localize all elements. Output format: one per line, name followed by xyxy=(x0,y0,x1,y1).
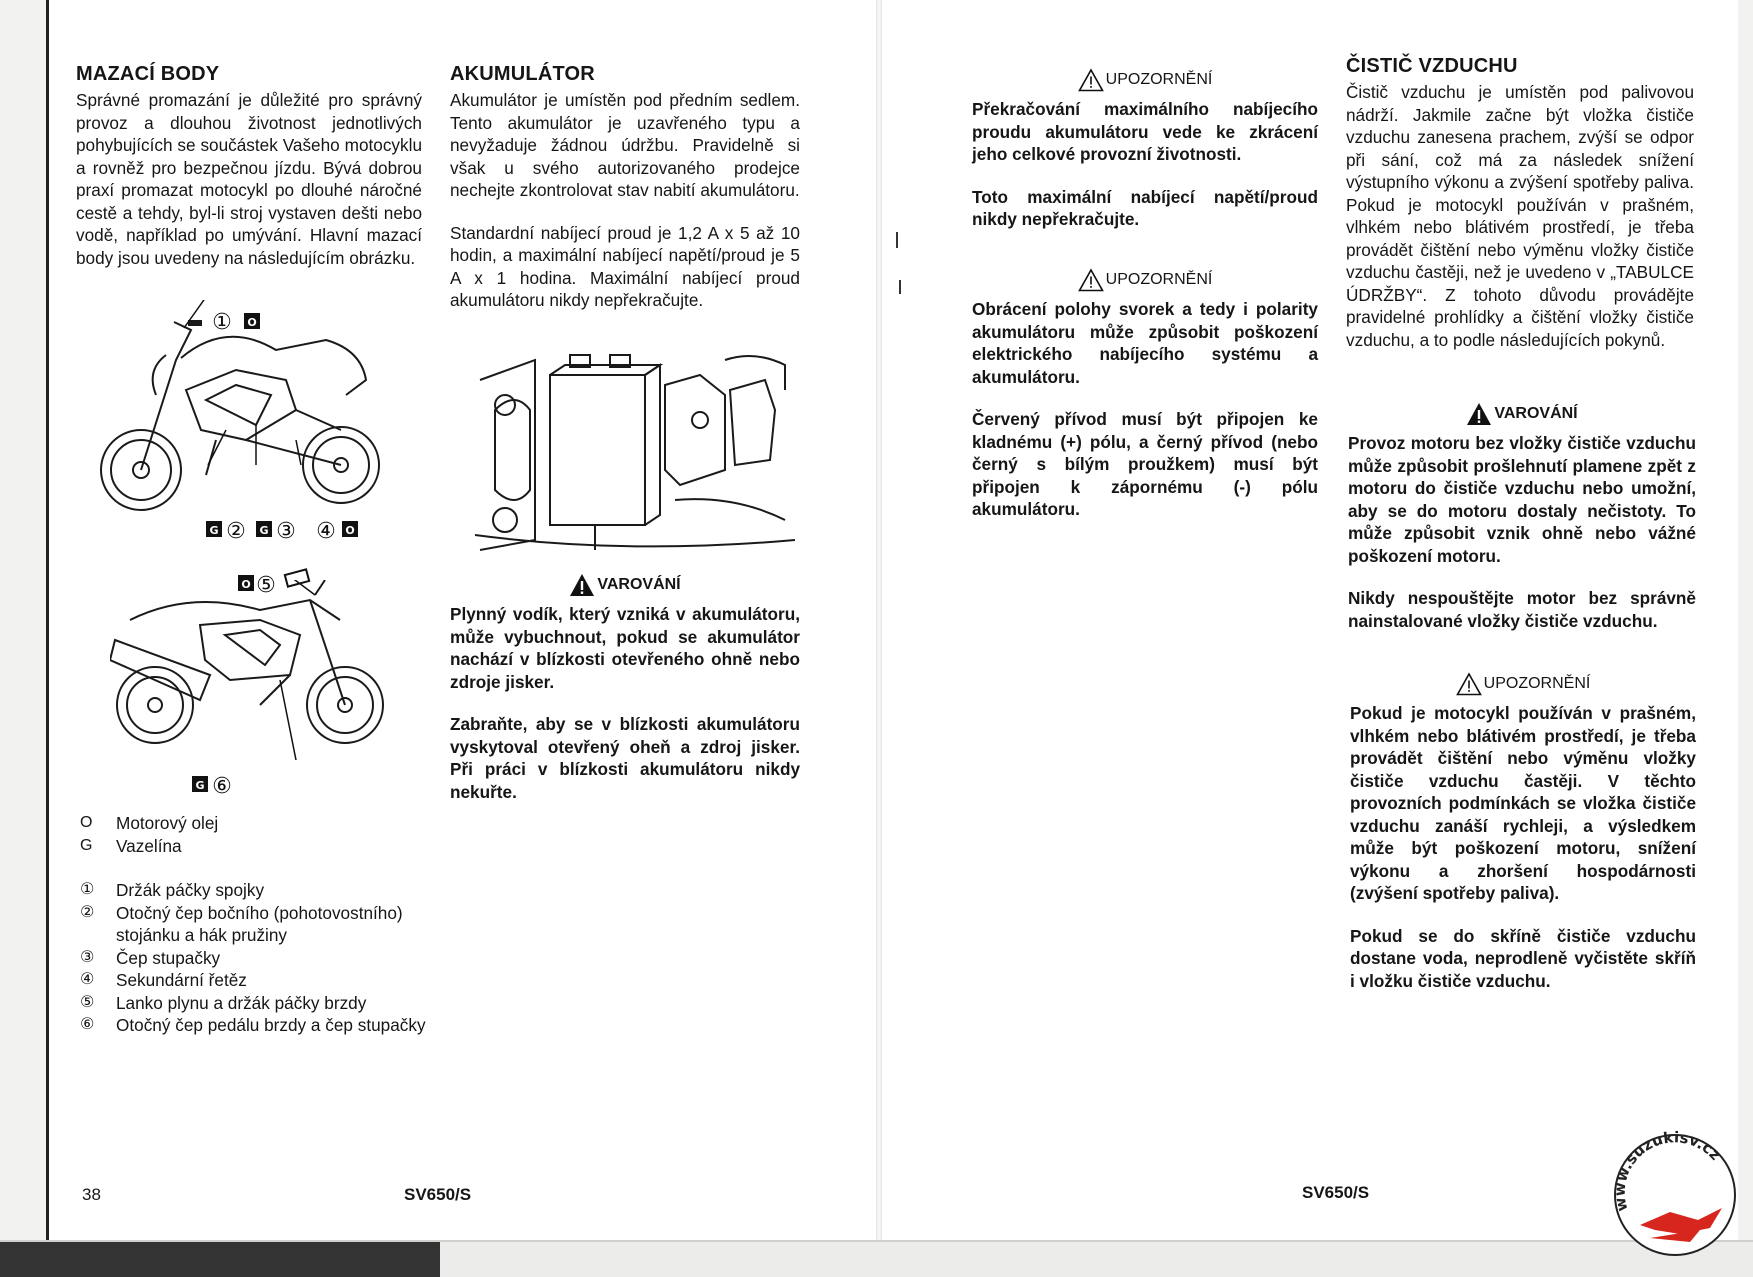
legend-type-oil: O Motorový olej xyxy=(80,813,219,833)
callout-1-number: ① xyxy=(212,310,232,335)
caution-1-title: UPOZORNĚNÍ xyxy=(972,68,1318,92)
legend-type-grease: G Vazelína xyxy=(80,835,182,856)
callout-1-oil-box: O xyxy=(247,316,257,329)
svg-text:G: G xyxy=(259,524,269,537)
air-cleaner-text: Čistič vzduchu je umístěn pod palivovou nádrží. Jakmile začne být vložka čističe vzduchu zanesena prachem, zvýší se odpor při sání, což má za následek snížení výstupního výkonu a zvýšení spotřeby paliva. Pokud je motocykl používán v prašném, vlhkém nebo blátivém prostředí, je třeba provádět čištění nebo výměnu vložky čističe vzduchu častěji, než je uvedeno v „TABULCE ÚDRŽBY“. Z tohoto důvodu provádějte pravidelné prohlídky a čištění vložky čističe vzduchu, a to podle následujících pokynů. xyxy=(1346,82,1694,350)
caution-icon xyxy=(1078,268,1104,292)
air-cleaner-warning xyxy=(1348,402,1696,632)
legend-item: ⑥ Otočný čep pedálu brzdy a čep stupačky xyxy=(80,1015,426,1035)
battery-text-2: Standardní nabíjecí proud je 1,2 A x 5 až 10 hodin, a maximální nabíjecí napětí/proud je 5 A x 1 hodina. Maximální nabíjecí proud akumulátoru nikdy nepřekračujte. xyxy=(450,222,800,310)
lubrication-legend xyxy=(80,812,430,1037)
battery-text-1: Akumulátor je umístěn pod předním sedlem. Tento akumulátor je uzavřeného typu a nevyžaduje žádnou údržbu. Pravidelně si však u svého autorizovaného prodejce nechejte zkontrolovat stav nabití akumulátoru. xyxy=(450,90,800,200)
caution-2-text-1: Obrácení polohy svorek a tedy i polarity akumulátoru může způsobit poškození elektrického nabíjecího systému a akumulátoru. xyxy=(972,299,1318,387)
caution-section-1 xyxy=(972,68,1318,231)
air-cleaner-title: ČISTIČ VZDUCHU xyxy=(1346,55,1518,77)
air-cleaner-caution xyxy=(1350,672,1696,992)
air-cleaner-caution-text-2: Pokud se do skříně čističe vzduchu dostane voda, neprodleně vyčistěte skříň i vložku čističe vzduchu. xyxy=(1350,925,1696,991)
battery-illustration xyxy=(475,350,800,560)
caution-section-2 xyxy=(972,268,1318,521)
callout-6-number: ⑥ xyxy=(212,774,232,798)
warning-icon xyxy=(1466,402,1492,426)
callout-5 xyxy=(236,567,316,597)
lubrication-title: MAZACÍ BODY xyxy=(76,63,220,85)
caution-1-text-1: Překračování maximálního nabíjecího proudu akumulátoru vede ke zkrácení jeho celkové provozní životnosti. xyxy=(972,99,1318,164)
margin-mark xyxy=(899,280,901,294)
svg-text:G: G xyxy=(195,779,205,792)
motorcycle-bottom-illustration xyxy=(110,580,390,760)
battery-title: AKUMULÁTOR xyxy=(450,63,595,85)
caution-icon xyxy=(1456,672,1482,696)
battery-warning xyxy=(450,573,800,803)
callout-3: ③ xyxy=(276,519,296,544)
air-cleaner-section xyxy=(1346,55,1694,351)
legend-item: ① Držák páčky spojky xyxy=(80,880,265,900)
callout-1 xyxy=(200,305,265,335)
legend-item: ② Otočný čep bočního (pohotovostního) stojánku a hák pružiny xyxy=(80,902,403,945)
callout-6 xyxy=(190,768,240,798)
margin-mark xyxy=(896,232,898,248)
battery-warning-title: VAROVÁNÍ xyxy=(450,573,800,597)
lubrication-section xyxy=(76,63,422,269)
warning-icon xyxy=(569,573,595,597)
air-cleaner-caution-text-1: Pokud je motocykl používán v prašném, vlhkém nebo blátivém prostředí, je třeba provádět čištění nebo výměnu vložky čističe vzduchu častěji. V těchto provozních podmínkách se vložka čističe vzduchu zanáší rychleji, a výsledkem může být poškození motoru, snížení výkonu a zhoršení hospodárnosti (zvýšení spotřeby paliva). xyxy=(1350,703,1696,903)
callout-2: ② xyxy=(226,519,246,544)
caution-2-title: UPOZORNĚNÍ xyxy=(972,268,1318,292)
caution-2-text-2: Červený přívod musí být připojen ke kladnému (+) pólu, a černý přívod (nebo černý s bílým proužkem) musí být připojen k zápornému (-) pólu akumulátoru. xyxy=(972,409,1318,519)
caution-1-text-2: Toto maximální nabíjecí napětí/proud nikdy nepřekračujte. xyxy=(972,186,1318,229)
battery-warning-text-2: Zabraňte, aby se v blízkosti akumulátoru vyskytoval otevřený oheň a zdroj jisker. Při práci v blízkosti akumulátoru nikdy nekuřte. xyxy=(450,714,800,802)
website-stamp-logo xyxy=(1610,1130,1740,1260)
legend-item: ③ Čep stupačky xyxy=(80,947,221,968)
air-cleaner-caution-title: UPOZORNĚNÍ xyxy=(1350,672,1696,696)
svg-text:O: O xyxy=(241,578,251,591)
callouts-2-3-4 xyxy=(204,512,474,544)
callout-5-number: ⑤ xyxy=(256,573,276,597)
svg-text:G: G xyxy=(209,524,219,537)
svg-text:O: O xyxy=(345,524,355,537)
motorcycle-top-illustration xyxy=(96,300,396,540)
book-spine xyxy=(876,0,882,1240)
air-cleaner-warning-title: VAROVÁNÍ xyxy=(1348,402,1696,426)
page-number-left: 38 xyxy=(82,1185,101,1204)
battery-section xyxy=(450,63,800,312)
legend-item: ④ Sekundární řetěz xyxy=(80,970,247,990)
callout-4: ④ xyxy=(316,519,336,544)
air-cleaner-warning-text-2: Nikdy nespouštějte motor bez správně nainstalované vložky čističe vzduchu. xyxy=(1348,588,1696,631)
battery-warning-text-1: Plynný vodík, který vzniká v akumulátoru, může vybuchnout, pokud se akumulátor nachází v blízkosti otevřeného ohně nebo zdroje jisker. xyxy=(450,604,800,692)
model-name-left: SV650/S xyxy=(404,1185,472,1204)
legend-item: ⑤ Lanko plynu a držák páčky brzdy xyxy=(80,992,367,1013)
air-cleaner-warning-text-1: Provoz motoru bez vložky čističe vzduchu může způsobit prošlehnutí plamene zpět z motoru do čističe vzduchu nebo umožní, aby se do motoru dostaly nečistoty. To může způsobit vznik ohně nebo vážné poškození motoru. xyxy=(1348,433,1696,566)
svg-text:www.suzukisv.cz: www.suzukisv.cz xyxy=(1610,1130,1725,1214)
model-name-right: SV650/S xyxy=(1302,1183,1370,1202)
scanner-edge xyxy=(0,1240,1753,1277)
lubrication-text: Správné promazání je důležité pro správný provoz a dlouhou životnost jednotlivých pohybujících se součástek Vašeho motocyklu a rovněž pro bezpečnou jízdu. Bývá dobrou praxí promazat motocykl po dlouhé náročné cestě a tehdy, byl-li stroj vystaven dešti nebo vodě, například po umývání. Hlavní mazací body jsou uvedeny na následujícím obrázku. xyxy=(76,90,422,268)
caution-icon xyxy=(1078,68,1104,92)
